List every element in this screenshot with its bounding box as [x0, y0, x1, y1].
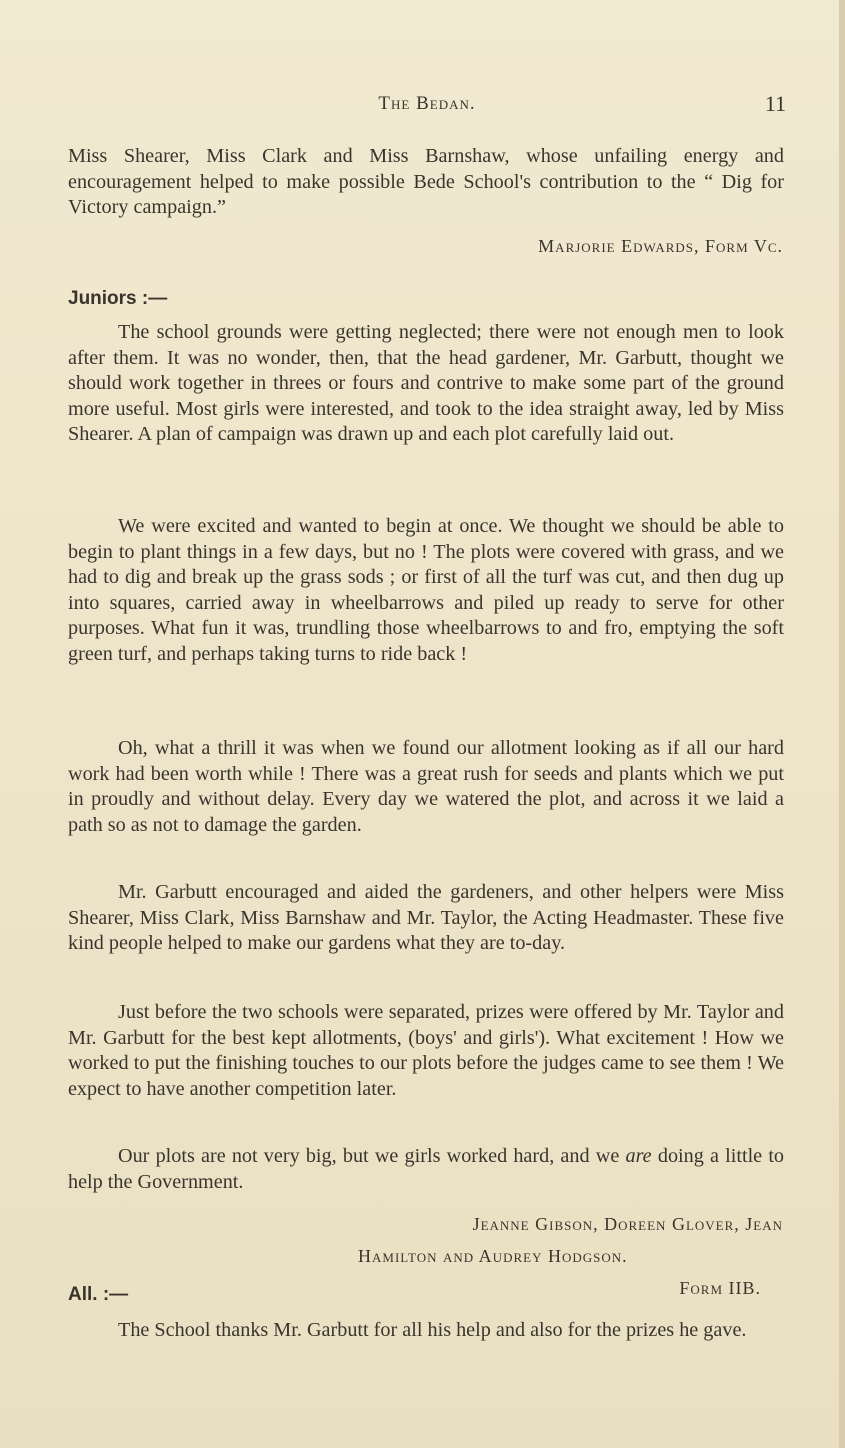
juniors-paragraph-3: Oh, what a thrill it was when we found our allotment looking as if all our hard work had been worth while ! There was a great rush for seeds and plants which we put in proudly and without delay. Every day we watered the plot, and across it we laid a path so as not to damage the garden. — [68, 737, 784, 836]
juniors-signature-line-1: Jeanne Gibson, Doreen Glover, Jean — [472, 1214, 783, 1234]
juniors-paragraph-5: Just before the two schools were separated, prizes were offered by Mr. Taylor and Mr. Garbutt for the best kept allotments, (boys' and girls'). What excitement ! How we worked to put the finishing touches to our plots before the judges came to see them ! We expect to have another competition later. — [68, 1001, 784, 1100]
juniors-paragraph-2: We were excited and wanted to begin at once. We thought we should be able to begin to plant things in a few days, but no ! The plots were covered with grass, and we had to dig and break up the grass sods ; or first of all the turf was cut, and then dug up into squares, carried away in wheelbarrows and piled up ready to serve for other purposes. What fun it was, trundling those wheelbarrows to and fro, emptying the soft green turf, and perhaps taking turns to ride back ! — [68, 515, 784, 665]
page-edge — [839, 0, 845, 1448]
juniors-signature-line-2: Hamilton and Audrey Hodgson. — [358, 1246, 628, 1266]
juniors-paragraph-1: The school grounds were getting neglected; there were not enough men to look after them. It was no wonder, then, that the head gardener, Mr. Garbutt, thought we should work together in threes or fours and contrive to make some part of the ground more useful. Most girls were interested, and took to the idea straight away, led by Miss Shearer. A plan of campaign was drawn up and each plot carefully laid out. — [68, 321, 784, 446]
running-title: The Bedan. — [378, 93, 476, 114]
page-header — [68, 93, 786, 123]
page-number: 11 — [764, 91, 786, 116]
last-paragraph-start: Our plots are not very big, but we girls worked hard, and we — [118, 1145, 620, 1167]
juniors-heading: Juniors :— — [68, 288, 168, 309]
intro-paragraph: Miss Shearer, Miss Clark and Miss Barnshaw, whose unfailing energy and encouragement helped to make possible Bede School's contribution to the “ Dig for Victory campaign.” — [68, 145, 784, 219]
all-heading: All. :— — [68, 1284, 129, 1305]
last-paragraph-emphasis: are — [625, 1145, 652, 1167]
juniors-paragraph-4: Mr. Garbutt encouraged and aided the gardeners, and other helpers were Miss Shearer, Miss Clark, Miss Barnshaw and Mr. Taylor, the Acting Headmaster. These five kind people helped to make our gardens what they are to-day. — [68, 881, 784, 955]
intro-signature: Marjorie Edwards, Form Vc. — [538, 236, 783, 256]
last-paragraph-end: doing a little to help the Government. — [68, 1145, 785, 1193]
all-paragraph: The School thanks Mr. Garbutt for all his help and also for the prizes he gave. — [118, 1319, 747, 1341]
juniors-form: Form IIB. — [679, 1278, 761, 1298]
juniors-paragraph-6 — [68, 1144, 784, 1195]
